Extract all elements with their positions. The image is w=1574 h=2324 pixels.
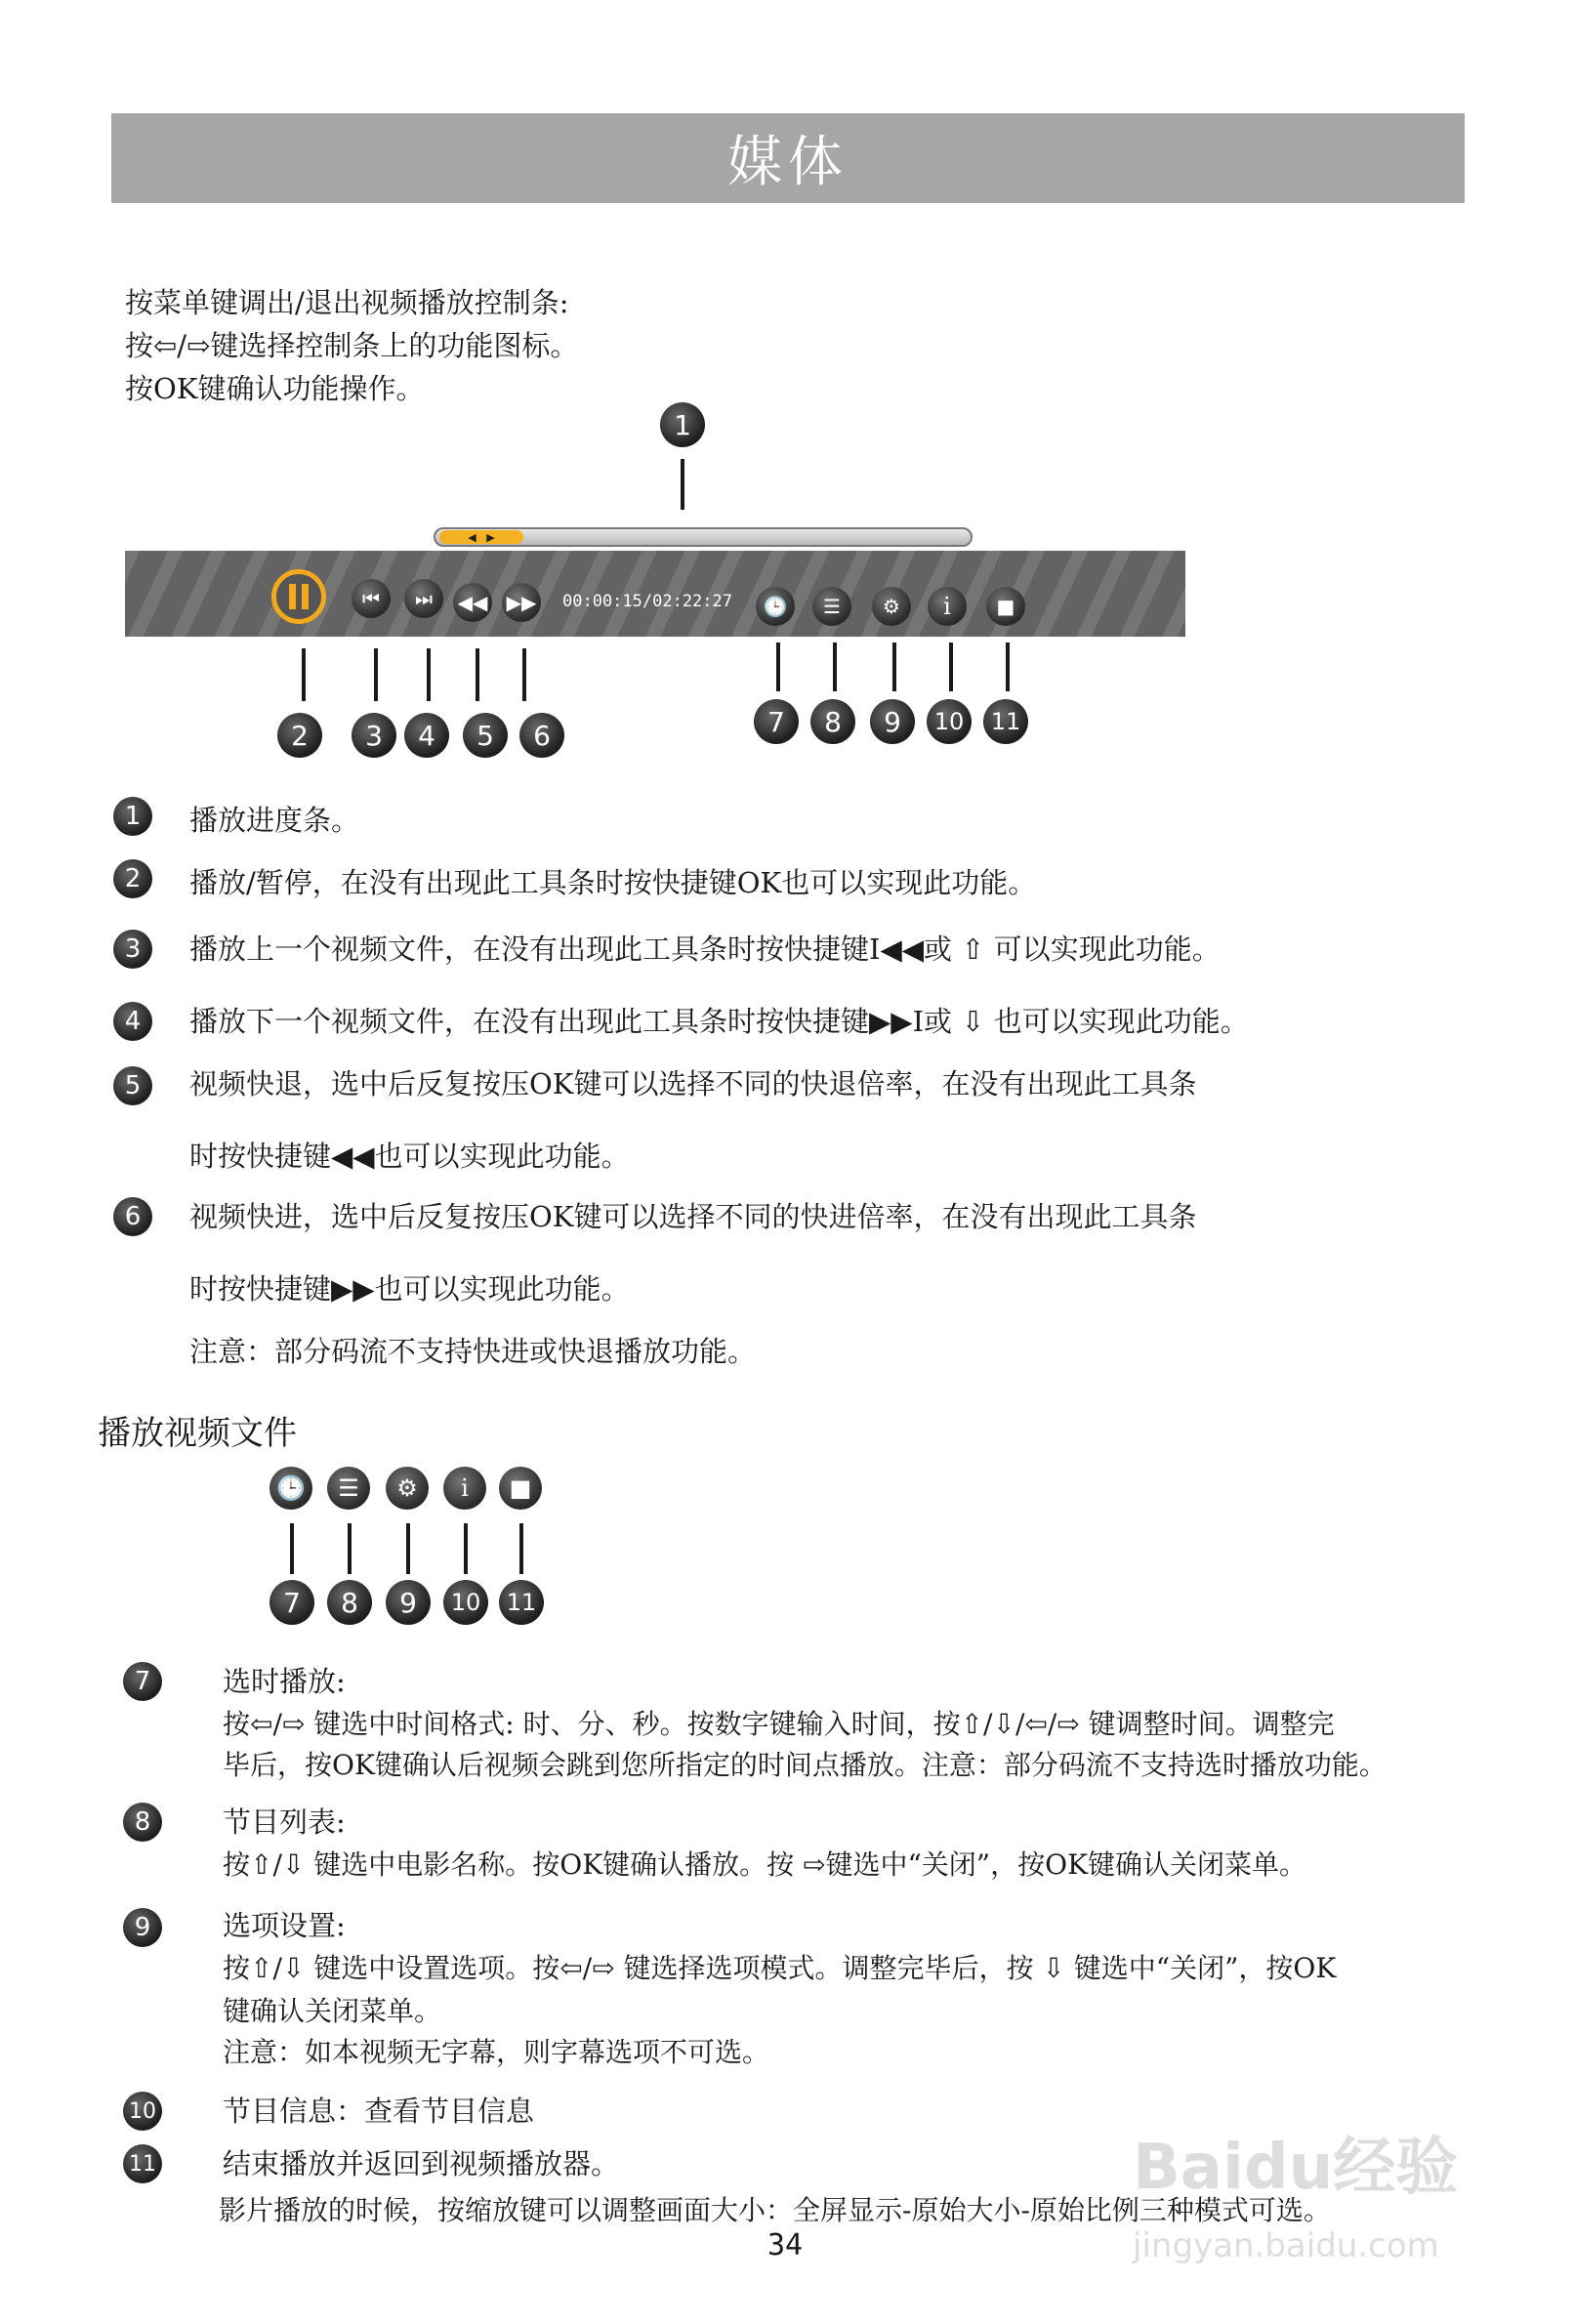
stop-button[interactable]: ■ xyxy=(986,587,1025,626)
detail-line: 键确认关闭菜单。 xyxy=(223,1995,442,2027)
callout-badge: 1 xyxy=(660,402,705,447)
detail-badge: 7 xyxy=(123,1662,162,1701)
item-text: 视频快退，选中后反复按压OK键可以选择不同的快退倍率，在没有出现此工具条 xyxy=(189,1067,1197,1100)
callout-badge: 10 xyxy=(443,1580,488,1625)
progress-bar[interactable] xyxy=(434,527,973,547)
next-file-button[interactable]: ⏭ xyxy=(404,579,443,618)
prev-file-button[interactable]: ⏮ xyxy=(352,579,391,618)
playlist-icon: ☰ xyxy=(327,1467,370,1510)
item-text-cont: 时按快捷键▶▶也可以实现此功能。 xyxy=(189,1272,630,1306)
detail-title: 选时播放: xyxy=(223,1665,346,1698)
detail-title: 节目列表: xyxy=(223,1805,346,1839)
detail-badge: 10 xyxy=(123,2092,162,2131)
item-badge: 4 xyxy=(113,1002,152,1041)
time-readout: 00:00:15/02:22:27 xyxy=(562,592,732,611)
callout-badge: 4 xyxy=(404,713,449,758)
callout-badge: 7 xyxy=(269,1580,314,1625)
playlist-button[interactable]: ☰ xyxy=(812,587,851,626)
info-icon: i xyxy=(443,1467,486,1510)
page-number: 34 xyxy=(767,2228,804,2262)
detail-badge: 9 xyxy=(123,1908,162,1947)
pause-button[interactable] xyxy=(271,569,326,624)
item-badge: 6 xyxy=(113,1197,152,1236)
detail-title: 选项设置: xyxy=(223,1909,346,1942)
callout-badge: 8 xyxy=(327,1580,372,1625)
detail-title: 结束播放并返回到视频播放器。 xyxy=(223,2147,620,2180)
stop-icon: ■ xyxy=(499,1467,542,1510)
detail-line: 影片播放的时候，按缩放键可以调整画面大小：全屏显示-原始大小-原始比例三种模式可选。 xyxy=(219,2194,1331,2226)
item-text: 视频快进，选中后反复按压OK键可以选择不同的快进倍率，在没有出现此工具条 xyxy=(189,1200,1197,1233)
settings-button[interactable]: ⚙ xyxy=(872,587,911,626)
time-select-icon: 🕒 xyxy=(269,1467,312,1510)
intro-line-1: 按菜单键调出/退出视频播放控制条: xyxy=(125,286,569,319)
callout-badge: 3 xyxy=(352,713,396,758)
callout-badge: 9 xyxy=(386,1580,431,1625)
item-text: 播放上一个视频文件，在没有出现此工具条时按快捷键I◀◀或 ⇧ 可以实现此功能。 xyxy=(189,933,1221,966)
callout-badge: 8 xyxy=(810,699,855,744)
pause-icon xyxy=(289,584,296,609)
note-text: 注意：部分码流不支持快进或快退播放功能。 xyxy=(189,1335,757,1368)
detail-line: 注意：如本视频无字幕，则字幕选项不可选。 xyxy=(223,2036,770,2068)
callout-badge: 11 xyxy=(499,1580,544,1625)
intro-line-3: 按OK键确认功能操作。 xyxy=(125,372,425,405)
time-select-button[interactable]: 🕒 xyxy=(756,587,795,626)
item-badge: 3 xyxy=(113,930,152,969)
page-title: 媒体 xyxy=(727,131,849,194)
callout-badge: 11 xyxy=(983,699,1028,744)
item-badge: 5 xyxy=(113,1066,152,1105)
callout-badge: 2 xyxy=(277,713,322,758)
fast-forward-button[interactable]: ▶▶ xyxy=(502,583,541,622)
settings-icon: ⚙ xyxy=(386,1467,429,1510)
intro-line-2: 按⇦/⇨键选择控制条上的功能图标。 xyxy=(125,329,579,362)
item-text: 播放下一个视频文件，在没有出现此工具条时按快捷键▶▶I或 ⇩ 也可以实现此功能。 xyxy=(189,1005,1249,1038)
watermark-brand: Baidu经验 xyxy=(1133,2132,1459,2204)
callout-badge: 5 xyxy=(463,713,508,758)
callout-line xyxy=(681,459,684,510)
watermark-url: jingyan.baidu.com xyxy=(1133,2226,1439,2265)
callout-badge: 9 xyxy=(870,699,915,744)
item-badge: 1 xyxy=(113,797,152,836)
item-badge: 2 xyxy=(113,859,152,898)
info-button[interactable]: i xyxy=(928,587,967,626)
detail-line: 按⇧/⇩ 键选中设置选项。按⇦/⇨ 键选择选项模式。调整完毕后，按 ⇩ 键选中“关闭”，按OK xyxy=(223,1952,1337,1984)
callout-badge: 6 xyxy=(519,713,564,758)
section-heading: 播放视频文件 xyxy=(98,1414,297,1453)
detail-badge: 8 xyxy=(123,1803,162,1842)
detail-title: 节目信息：查看节目信息 xyxy=(223,2095,535,2128)
item-text-cont: 时按快捷键◀◀也可以实现此功能。 xyxy=(189,1140,630,1173)
page-banner xyxy=(111,113,1465,203)
item-text: 播放/暂停，在没有出现此工具条时按快捷键OK也可以实现此功能。 xyxy=(189,866,1037,899)
item-text: 播放进度条。 xyxy=(189,804,360,837)
callout-badge: 7 xyxy=(754,699,799,744)
progress-knob[interactable]: ◀ ▶ xyxy=(439,530,523,544)
rewind-button[interactable]: ◀◀ xyxy=(453,583,492,622)
callout-badge: 10 xyxy=(927,699,972,744)
detail-badge: 11 xyxy=(123,2144,162,2183)
detail-line: 按⇦/⇨ 键选中时间格式: 时、分、秒。按数字键输入时间，按⇧/⇩/⇦/⇨ 键调整时间。调整完 xyxy=(223,1708,1335,1740)
detail-line: 毕后，按OK键确认后视频会跳到您所指定的时间点播放。注意：部分码流不支持选时播放功能。 xyxy=(223,1749,1387,1781)
detail-line: 按⇧/⇩ 键选中电影名称。按OK键确认播放。按 ⇨键选中“关闭”，按OK键确认关闭菜单。 xyxy=(223,1848,1306,1881)
